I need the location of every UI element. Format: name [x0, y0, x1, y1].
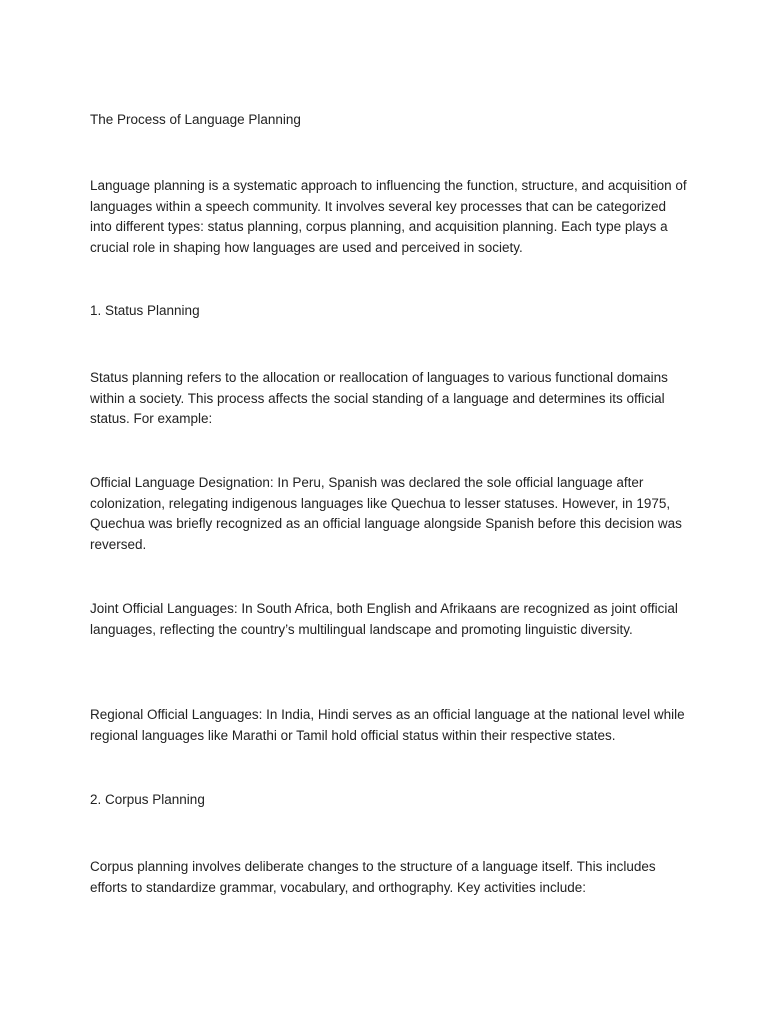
- status-planning-intro-paragraph: Status planning refers to the allocation or reallocation of languages to various functional domains within a society. This process affects the social standing of a language and determines its official status. For example:: [90, 370, 668, 427]
- section-heading-status-planning: 1. Status Planning: [90, 303, 200, 318]
- regional-official-languages-paragraph: Regional Official Languages: In India, Hindi serves as an official language at the national level while regional languages like Marathi or Tamil hold official status within their respective states.: [90, 707, 685, 743]
- section-heading-corpus-planning: 2. Corpus Planning: [90, 792, 205, 807]
- intro-paragraph: Language planning is a systematic approach to influencing the function, structure, and acquisition of languages within a speech community. It involves several key processes that can be categorized into different types: status planning, corpus planning, and acquisition planning. Each type plays a crucial role in shaping how languages are used and perceived in society.: [90, 178, 687, 255]
- document-title: The Process of Language Planning: [90, 112, 301, 127]
- official-language-designation-paragraph: Official Language Designation: In Peru, Spanish was declared the sole official language after colonization, relegating indigenous languages like Quechua to lesser statuses. However, in 1975, Quechua was briefly recognized as an official language alongside Spanish before this decision was reversed.: [90, 475, 682, 552]
- corpus-planning-intro-paragraph: Corpus planning involves deliberate changes to the structure of a language itself. This includes efforts to standardize grammar, vocabulary, and orthography. Key activities include:: [90, 859, 656, 895]
- joint-official-languages-paragraph: Joint Official Languages: In South Africa, both English and Afrikaans are recognized as joint official languages, reflecting the country’s multilingual landscape and promoting linguistic diversity.: [90, 601, 678, 637]
